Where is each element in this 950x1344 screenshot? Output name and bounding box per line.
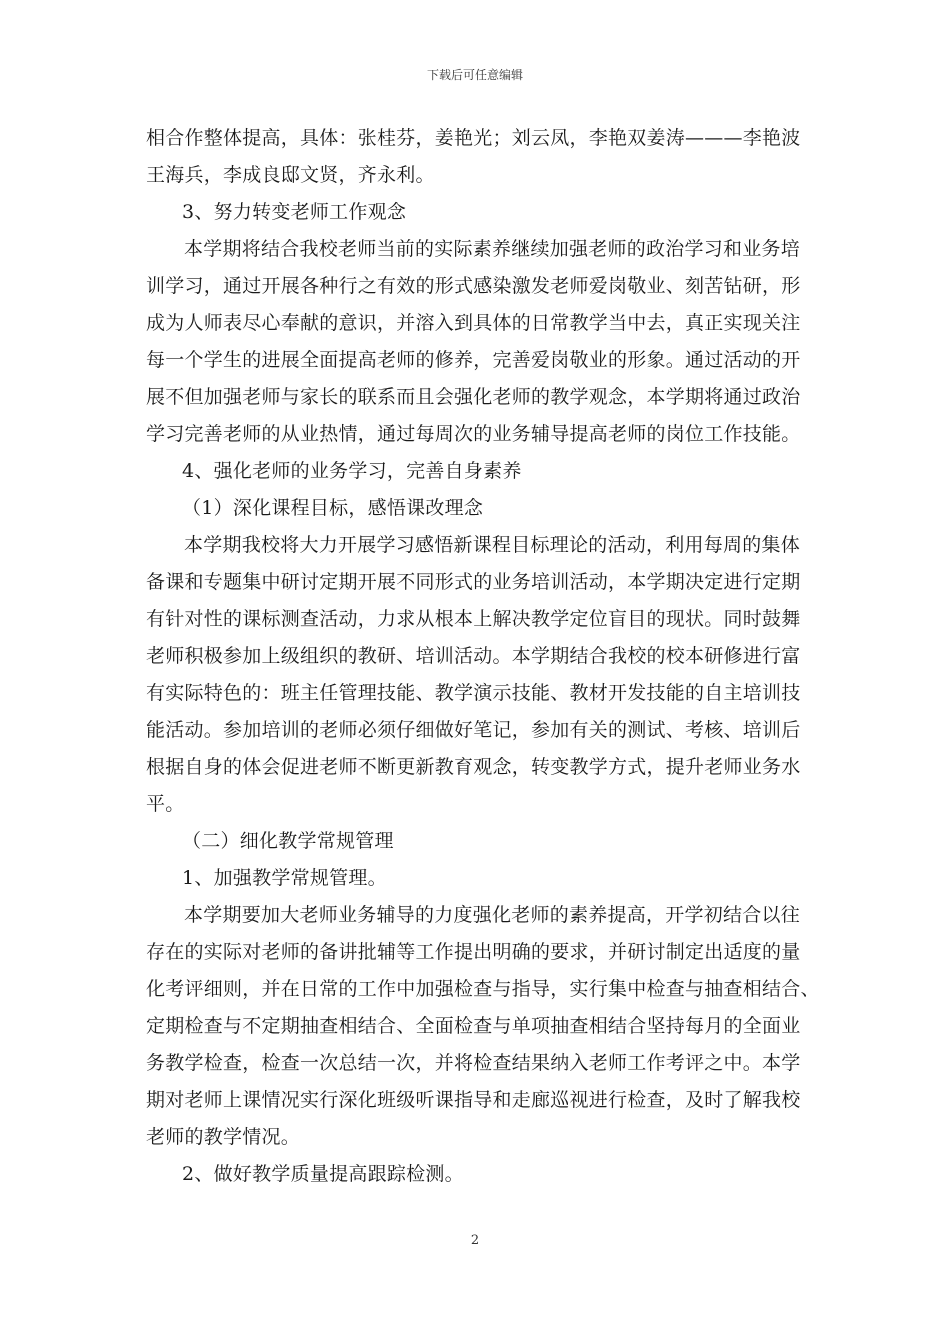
text-line: 有针对性的课标测查活动，力求从根本上解决教学定位盲目的现状。同时鼓舞	[146, 608, 801, 630]
text-line: 训学习，通过开展各种行之有效的形式感染激发老师爱岗敬业、刻苦钻研，形	[146, 275, 801, 297]
section-heading: 1、加强教学常规管理。	[182, 867, 387, 889]
text-line: 本学期要加大老师业务辅导的力度强化老师的素养提高，开学初结合以往	[184, 904, 801, 926]
text-line: 备课和专题集中研讨定期开展不同形式的业务培训活动，本学期决定进行定期	[146, 571, 801, 593]
section-heading: （二）细化教学常规管理	[182, 830, 394, 852]
section-heading: 3、努力转变老师工作观念	[182, 201, 407, 223]
text-line: 平。	[146, 793, 185, 815]
text-line: 成为人师表尽心奉献的意识，并溶入到具体的日常教学当中去，真正实现关注	[146, 312, 801, 334]
text-line: 展不但加强老师与家长的联系而且会强化老师的教学观念，本学期将通过政治	[146, 386, 801, 408]
subsection-heading: （1）深化课程目标，感悟课改理念	[182, 497, 484, 519]
text-line: 本学期将结合我校老师当前的实际素养继续加强老师的政治学习和业务培	[184, 238, 801, 260]
text-line: 老师积极参加上级组织的教研、培训活动。本学期结合我校的校本研修进行富	[146, 645, 801, 667]
text-line: 存在的实际对老师的备讲批辅等工作提出明确的要求，并研讨制定出适度的量	[146, 941, 801, 963]
page-header: 下载后可任意编辑	[426, 68, 523, 82]
section-heading: 4、强化老师的业务学习，完善自身素养	[182, 460, 522, 482]
text-line: 务教学检查，检查一次总结一次，并将检查结果纳入老师工作考评之中。本学	[146, 1052, 801, 1074]
text-line: 能活动。参加培训的老师必须仔细做好笔记，参加有关的测试、考核、培训后	[146, 719, 801, 741]
page-number: 2	[470, 1233, 480, 1248]
section-heading: 2、做好教学质量提高跟踪检测。	[182, 1163, 464, 1185]
text-line: 化考评细则，并在日常的工作中加强检查与指导，实行集中检查与抽查相结合、	[146, 978, 820, 1000]
text-line: 根据自身的体会促进老师不断更新教育观念，转变教学方式，提升老师业务水	[146, 756, 801, 778]
text-line: 老师的教学情况。	[146, 1126, 301, 1148]
text-line: 相合作整体提高，具体：张桂芬，姜艳光；刘云凤，李艳双姜涛———李艳波	[146, 127, 801, 149]
text-line: 有实际特色的：班主任管理技能、教学演示技能、教材开发技能的自主培训技	[146, 682, 801, 704]
text-line: 本学期我校将大力开展学习感悟新课程目标理论的活动，利用每周的集体	[184, 534, 801, 556]
text-line: 每一个学生的进展全面提高老师的修养，完善爱岗敬业的形象。通过活动的开	[146, 349, 801, 371]
text-line: 定期检查与不定期抽查相结合、全面检查与单项抽查相结合坚持每月的全面业	[146, 1015, 801, 1037]
text-line: 期对老师上课情况实行深化班级听课指导和走廊巡视进行检查，及时了解我校	[146, 1089, 801, 1111]
text-line: 王海兵，李成良邸文贤，齐永利。	[146, 164, 435, 186]
text-line: 学习完善老师的从业热情，通过每周次的业务辅导提高老师的岗位工作技能。	[146, 423, 801, 445]
